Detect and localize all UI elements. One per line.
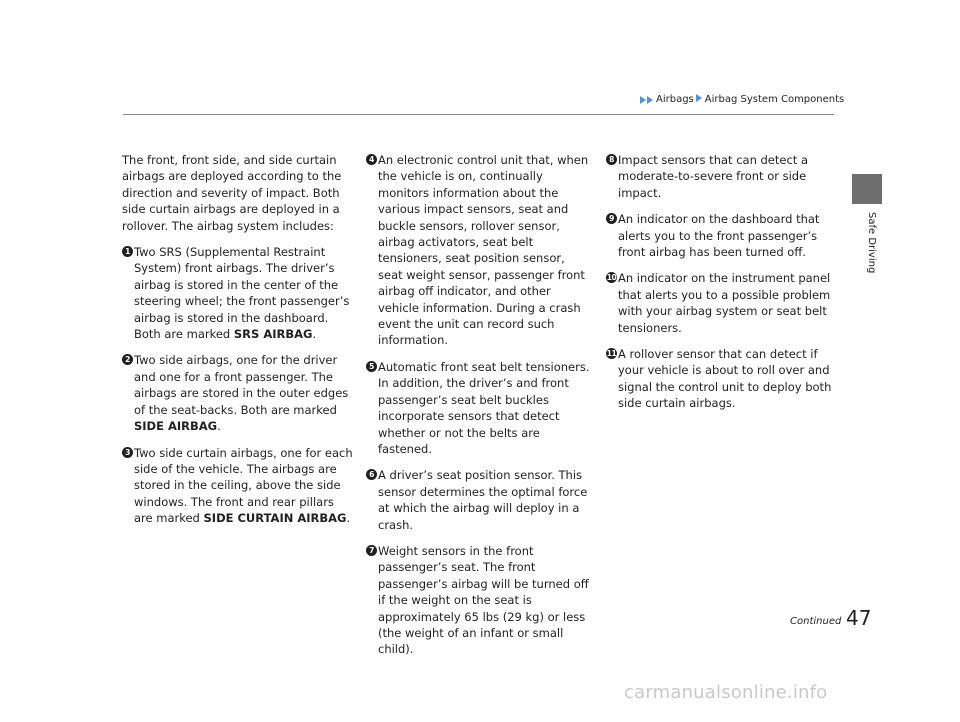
item-marking: SIDE AIRBAG xyxy=(134,419,218,434)
column-middle xyxy=(366,152,592,668)
item-text: A driver’s seat position sensor. This sensor determines the optimal force at which the airbag will deploy in a crash. xyxy=(378,468,588,532)
item-number-badge: 3 xyxy=(122,447,133,458)
item-text: An indicator on the dashboard that alerts you to the front passenger’s front airbag has been turned off. xyxy=(618,212,820,260)
item-number-badge: 2 xyxy=(122,354,133,365)
item-number-badge: 5 xyxy=(366,361,377,372)
breadcrumb-separator-icon xyxy=(696,94,702,102)
breadcrumb-arrow-icon xyxy=(640,96,646,104)
list-item xyxy=(366,359,592,457)
list-item xyxy=(606,211,834,260)
item-text: An electronic control unit that, when the vehicle is on, continually monitors information about the various impact sensors, seat and buckle sensors, rollover sensor, airbag activators, seat belt tensioners, seat position sensor, seat weight sensor, passenger front airbag off indicator, and other vehicle information. During a crash event the unit can record such information. xyxy=(378,153,589,348)
list-item xyxy=(606,152,834,201)
list-item xyxy=(366,467,592,533)
item-marking: SRS AIRBAG xyxy=(233,327,313,342)
watermark: carmanualsonline.info xyxy=(624,682,828,703)
item-number-badge: 8 xyxy=(606,154,617,165)
list-item xyxy=(366,152,592,349)
item-text: Weight sensors in the front passenger’s seat. The front passenger’s airbag will be turned off if the weight on the seat is approximately 65 lbs (29 kg) or less (the weight of an infant or small child). xyxy=(378,543,589,657)
item-number-badge: 7 xyxy=(366,545,377,556)
breadcrumb xyxy=(640,94,844,105)
list-item xyxy=(122,445,354,527)
column-left xyxy=(122,152,354,537)
item-marking: SIDE CURTAIN AIRBAG xyxy=(203,511,347,526)
item-text: A rollover sensor that can detect if your vehicle is about to roll over and signal the control unit to deploy both side curtain airbags. xyxy=(618,347,832,411)
item-number-badge: 9 xyxy=(606,213,617,224)
item-text-end: . xyxy=(346,511,351,526)
item-text-end: . xyxy=(217,419,221,434)
item-text: Two side airbags, one for the driver and one for a front passenger. The airbags are stored in the outer edges of the seat-backs. Both are marked xyxy=(134,353,349,417)
list-item xyxy=(606,346,834,412)
item-number-badge: 10 xyxy=(606,273,617,283)
breadcrumb-arrow-icon xyxy=(647,96,653,104)
continued-label: Continued xyxy=(790,616,842,627)
section-tab xyxy=(852,174,882,204)
item-number-badge: 1 xyxy=(122,246,133,257)
list-item xyxy=(606,270,834,336)
breadcrumb-item-components[interactable]: Airbag System Components xyxy=(704,94,845,105)
list-item xyxy=(122,244,354,342)
page-number: 47 xyxy=(846,606,872,630)
item-text: An indicator on the instrument panel that alerts you to a possible problem with your airbag system or seat belt tensioners. xyxy=(618,271,831,335)
item-text: Two SRS (Supplemental Restraint System) front airbags. The driver’s airbag is stored in the center of the steering wheel; the front passenger’s airbag is stored in the dashboard. Both are marked xyxy=(134,245,350,342)
item-text-end: . xyxy=(312,327,317,342)
column-right xyxy=(606,152,834,422)
list-item xyxy=(122,352,354,434)
list-item xyxy=(366,543,592,658)
item-number-badge: 4 xyxy=(366,154,377,165)
item-number-badge: 11 xyxy=(606,349,617,359)
header-divider xyxy=(123,114,834,115)
intro-paragraph: The front, front side, and side curtain airbags are deployed according to the direction and severity of impact. Both side curtain airbags are deployed in a rollover. The airbag system includes: xyxy=(122,153,342,233)
item-text: Automatic front seat belt tensioners. In addition, the driver’s and front passenger’s seat belt buckles incorporate sensors that detect whether or not the belts are fastened. xyxy=(378,359,590,456)
item-text: Two side curtain airbags, one for each side of the vehicle. The airbags are stored in the ceiling, above the side windows. The front and rear pillars are marked xyxy=(134,445,353,526)
item-number-badge: 6 xyxy=(366,469,377,480)
breadcrumb-item-airbags[interactable]: Airbags xyxy=(656,94,694,105)
item-text: Impact sensors that can detect a moderate-to-severe front or side impact. xyxy=(618,153,809,200)
section-tab-label: Safe Driving xyxy=(866,212,877,274)
